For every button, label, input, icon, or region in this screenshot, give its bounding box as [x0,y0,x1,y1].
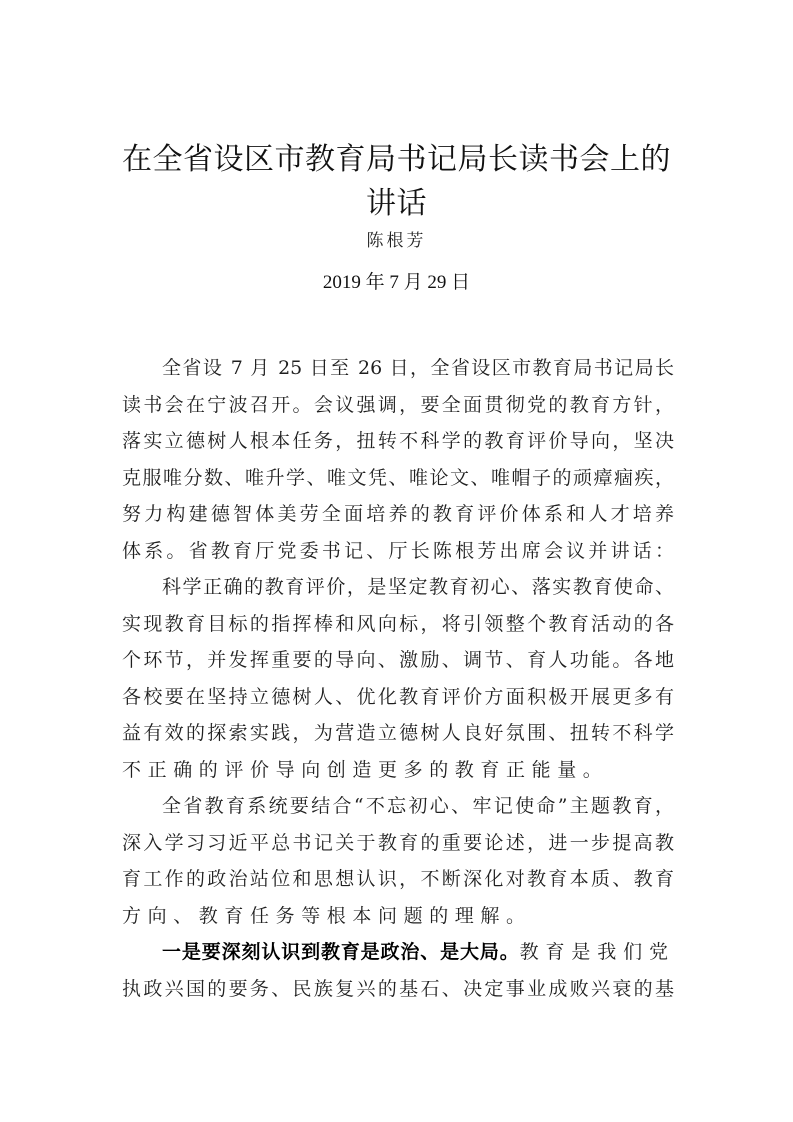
text-line-with-heading [122,934,674,971]
text-line: 科学正确的教育评价，是坚定教育初心、落实教育使命、 [162,576,674,598]
text-line: 实现教育目标的指挥棒和风向标，将引领整个教育活动的各 [122,612,674,635]
text-line: 克服唯分数、唯升学、唯文凭、唯论文、唯帽子的顽瘴痼疾， [122,466,674,489]
text-line: 努力构建德智体美劳全面培养的教育评价体系和人才培养 [122,503,674,525]
title-line-1: 在全省设区市教育局书记局长读书会上的 [122,142,671,177]
text-line: 育工作的政治站位和思想认识，不断深化对教育本质、教育 [122,868,674,890]
paragraph-4 [122,934,674,1007]
text-line: 不正确的评价导向创造更多的教育正能量。 [122,758,609,781]
text-line: 体系。省教育厅党委书记、厅长陈根芳出席会议并讲话： [122,539,674,562]
document-body [122,350,674,1007]
paragraph-2 [122,569,674,788]
text-line: 执政兴国的要务、民族复兴的基石、决定事业成败兴衰的基 [122,977,674,1000]
text-line: 各校要在坚持立德树人、优化教育评价方面积极开展更多有 [122,685,674,708]
document-title [100,138,693,226]
text-line: 方向、教育任务等根本问题的理解。 [122,904,532,927]
text-line: 益有效的探索实践，为营造立德树人良好氛围、扭转不科学 [122,722,674,744]
author-name: 陈根芳 [366,231,427,251]
section-heading-bold: 一是要深刻认识到教育是政治、是大局。 [162,941,520,963]
title-line-2: 讲话 [366,186,427,221]
text-line: 深入学习习近平总书记关于教育的重要论述，进一步提高教 [122,831,674,854]
speech-date: 2019 年 7 月 29 日 [322,272,471,293]
paragraph-1 [122,350,674,569]
text-line: 个环节，并发挥重要的导向、激励、调节、育人功能。各地 [122,649,674,671]
text-line: 落实立德树人根本任务，扭转不科学的教育评价导向，坚决 [122,430,674,452]
text-line: 全省教育系统要结合“不忘初心、牢记使命”主题教育， [162,795,674,817]
heading-continuation: 教育是我们党 [519,941,674,963]
paragraph-3 [122,788,674,934]
text-line: 全省设 7 月 25 日至 26 日，全省设区市教育局书记局长 [162,357,674,379]
text-line: 读书会在宁波召开。会议强调，要全面贯彻党的教育方针， [122,393,674,416]
